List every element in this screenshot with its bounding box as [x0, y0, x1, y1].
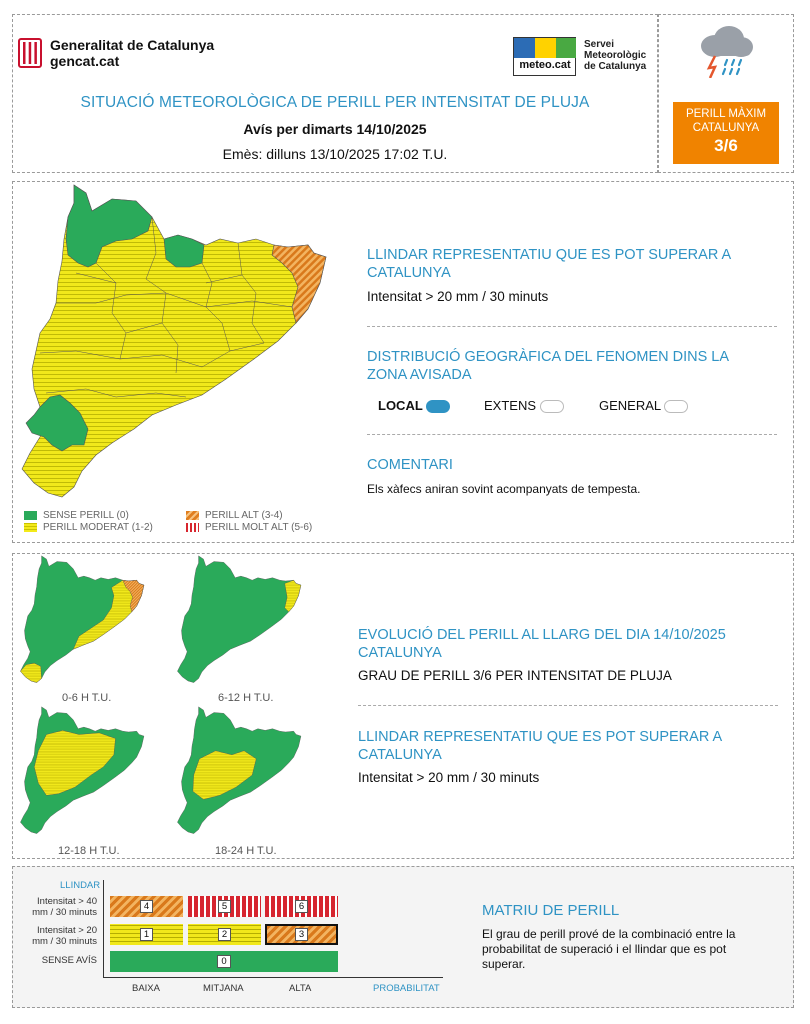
meteocat-icon [513, 37, 576, 76]
matrix-probability-label: PROBABILITAT [373, 983, 440, 994]
matrix-cell-5: 5 [188, 896, 261, 917]
map-6-12[interactable] [175, 555, 305, 685]
matrix-col-mitjana: MITJANA [203, 983, 244, 994]
local-toggle[interactable] [426, 400, 450, 413]
legend-very-high: PERILL MOLT ALT (5-6) [186, 522, 312, 533]
max-danger-line1: PERILL MÀXIM [685, 108, 767, 120]
matrix-row2-label: Intensitat > 20 mm / 30 minuts [32, 925, 97, 947]
warning-date: Avís per dimarts 14/10/2025 [243, 121, 427, 137]
divider [367, 326, 777, 327]
matrix-cell-4: 4 [110, 896, 183, 917]
matrix-x-axis [103, 977, 443, 978]
matrix-title: MATRIU DE PERILL [482, 902, 620, 919]
matrix-cell-0: 0 [110, 951, 338, 972]
evolution-threshold-value: Intensitat > 20 mm / 30 minuts [358, 770, 540, 785]
meteocat-label: meteo.cat [519, 59, 571, 71]
matrix-cell-3-selected: 3 [265, 924, 338, 945]
gencat-site: gencat.cat [50, 53, 120, 69]
legend-none: SENSE PERILL (0) [24, 510, 129, 521]
legend-high: PERILL ALT (3-4) [186, 510, 283, 521]
matrix-cell-2: 2 [188, 924, 261, 945]
option-extens[interactable]: EXTENS [484, 398, 564, 413]
meteocat-logo[interactable] [513, 37, 658, 79]
distribution-options [378, 398, 778, 416]
legend-moderate: PERILL MODERAT (1-2) [24, 522, 153, 533]
divider [367, 434, 777, 435]
max-danger-badge [673, 102, 779, 164]
max-danger-line2: CATALUNYA [692, 122, 760, 134]
gencat-emblem-icon [18, 38, 42, 68]
matrix-row1-label: Intensitat > 40 mm / 30 minuts [32, 896, 97, 918]
matrix-col-alta: ALTA [289, 983, 312, 994]
threshold-value: Intensitat > 20 mm / 30 minuts [367, 289, 549, 304]
gencat-name: Generalitat de Catalunya [50, 37, 215, 53]
comment-text: Els xàfecs aniran sovint acompanyats de tempesta. [367, 482, 641, 496]
option-local[interactable]: LOCAL [378, 398, 450, 413]
matrix-cell-1: 1 [110, 924, 183, 945]
extens-toggle[interactable] [540, 400, 564, 413]
map-label-6-12: 6-12 H T.U. [218, 692, 274, 704]
map-12-18[interactable] [18, 706, 148, 836]
matrix-row3-label: SENSE AVÍS [41, 955, 97, 966]
comment-title: COMENTARI [367, 457, 453, 473]
matrix-col-baixa: BAIXA [132, 983, 160, 994]
map-18-24[interactable] [175, 706, 305, 836]
general-toggle[interactable] [664, 400, 688, 413]
distribution-title: DISTRIBUCIÓ GEOGRÀFICA DEL FENOMEN DINS LA ZONA AVISADA [367, 349, 729, 383]
threshold-title: LLINDAR REPRESENTATIU QUE ES POT SUPERAR A CATALUNYA [367, 247, 731, 281]
evolution-grade: GRAU DE PERILL 3/6 PER INTENSITAT DE PLUJA [358, 668, 672, 683]
map-label-12-18: 12-18 H T.U. [58, 845, 120, 857]
map-0-6[interactable] [18, 555, 148, 685]
evolution-threshold-title: LLINDAR REPRESENTATIU QUE ES POT SUPERAR A CATALUNYA [358, 729, 722, 763]
map-label-0-6: 0-6 H T.U. [62, 692, 112, 704]
divider [358, 705, 778, 706]
catalonia-map[interactable] [16, 183, 336, 503]
matrix-text: El grau de perill prové de la combinació entre la probabilitat de superació i el llindar que es pot superar. [482, 927, 736, 971]
legend [24, 510, 354, 538]
option-general[interactable]: GENERAL [599, 398, 688, 413]
rain-storm-icon [693, 22, 757, 78]
matrix-llindar-label: LLINDAR [60, 880, 101, 891]
map-safe-center-north [164, 235, 204, 267]
evolution-title: EVOLUCIÓ DEL PERILL AL LLARG DEL DIA 14/10/2025 CATALUNYA [358, 627, 726, 661]
issued-date: Emès: dilluns 13/10/2025 17:02 T.U. [222, 146, 448, 162]
smc-name: Servei Meteorològic de Catalunya [584, 39, 647, 72]
gencat-logo[interactable] [18, 37, 228, 71]
matrix-y-axis [103, 880, 104, 978]
matrix-cell-6: 6 [265, 896, 338, 917]
map-label-18-24: 18-24 H T.U. [215, 845, 277, 857]
page-title: SITUACIÓ METEOROLÒGICA DE PERILL PER INTENSITAT DE PLUJA [80, 94, 590, 111]
max-danger-value: 3/6 [714, 136, 738, 155]
